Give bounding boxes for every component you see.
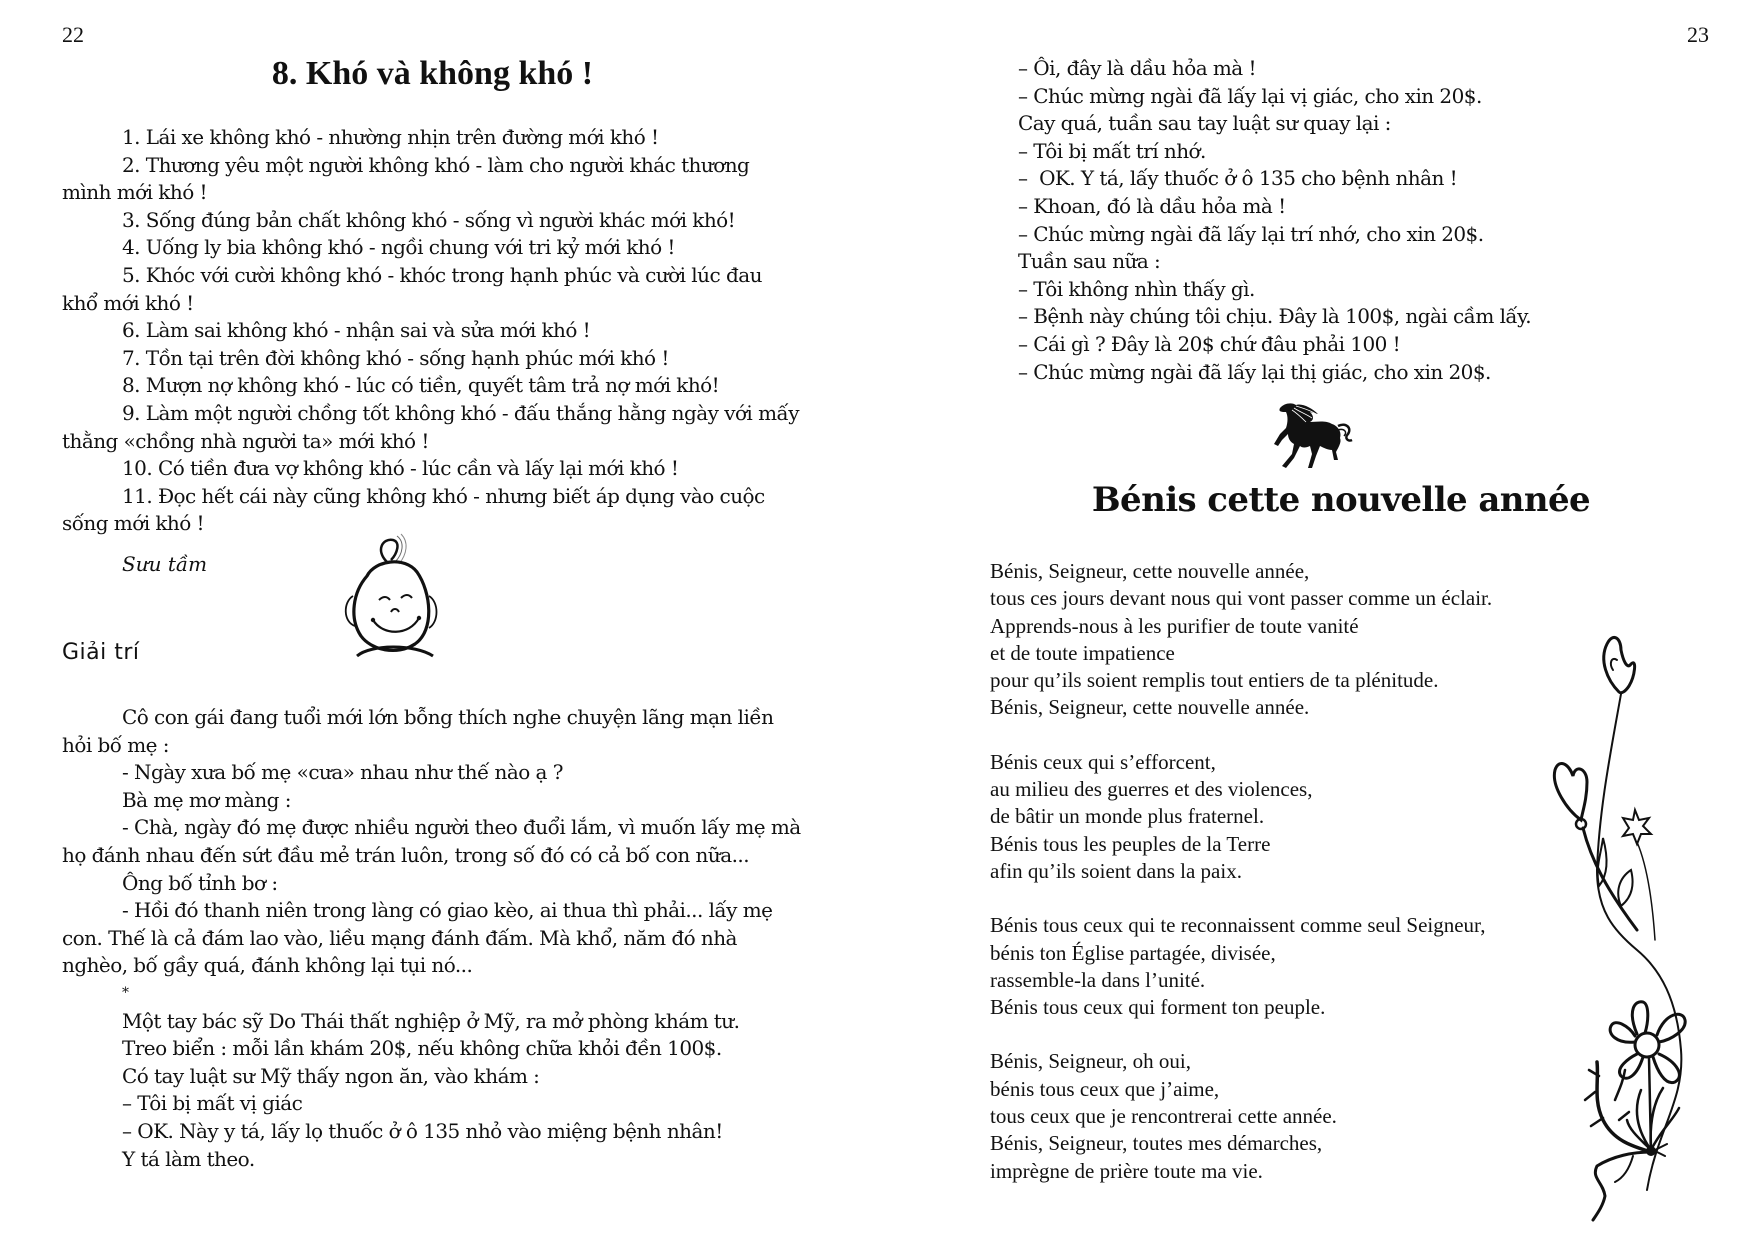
story-block — [62, 704, 803, 1173]
list-item: 3. Sống đúng bản chất không khó - sống vì người khác mới khó! — [122, 207, 736, 232]
page-number-left: 22 — [62, 22, 84, 47]
joke-line: – Tôi không nhìn thấy gì. — [1018, 276, 1255, 301]
list-item: 1. Lái xe không khó - nhường nhịn trên đường mới khó ! — [122, 125, 659, 149]
poem-line: pour qu’ils soient remplis tout entiers de ta plénitude. — [990, 668, 1439, 693]
joke-line: – Ôi, đây là dầu hỏa mà ! — [1018, 56, 1256, 80]
page-number-right: 23 — [1687, 22, 1709, 47]
joke-line: Treo biển : mỗi lần khám 20$, nếu không chữa khỏi đền 100$. — [122, 1036, 722, 1061]
poem-line: Bénis, Seigneur, toutes mes démarches, — [990, 1131, 1323, 1156]
joke-line: – Tôi bị mất vị giác — [122, 1091, 303, 1116]
joke-line: Có tay luật sư Mỹ thấy ngon ăn, vào khám : — [122, 1063, 540, 1088]
smiling-baby-face-icon — [335, 532, 450, 662]
joke-line: – OK. Này y tá, lấy lọ thuốc ở ô 135 nhỏ vào miệng bệnh nhân! — [122, 1118, 723, 1143]
joke-line: – Chúc mừng ngài đã lấy lại vị giác, cho xin 20$. — [1018, 83, 1482, 108]
separator: * — [122, 984, 129, 1001]
joke-line: Tuần sau nữa : — [1018, 249, 1161, 274]
right-page — [877, 0, 1754, 1241]
list-item: 9. Làm một người chồng tốt không khó - đấu thắng hằng ngày với mấy thằng «chồng nhà người ta» mới khó ! — [62, 400, 799, 453]
joke-line: – Khoan, đó là dầu hỏa mà ! — [1018, 193, 1286, 218]
stanza — [990, 912, 1610, 1021]
list-item: 6. Làm sai không khó - nhận sai và sửa mới khó ! — [122, 318, 591, 343]
story-paragraph: Ông bố tỉnh bơ : — [122, 870, 278, 895]
poem-line: et de toute impatience — [990, 640, 1175, 665]
joke-line: – OK. Y tá, lấy thuốc ở ô 135 cho bệnh nhân ! — [1018, 166, 1458, 191]
joke-line: – Chúc mừng ngài đã lấy lại trí nhớ, cho xin 20$. — [1018, 221, 1484, 246]
poem-line: Bénis tous ceux qui forment ton peuple. — [990, 995, 1326, 1020]
poem-line: au milieu des guerres et des violences, — [990, 777, 1313, 802]
poem-line: bénis tous ceux que j’aime, — [990, 1076, 1220, 1101]
list-item: 11. Đọc hết cái này cũng không khó - nhưng biết áp dụng vào cuộc sống mới khó ! — [62, 483, 765, 536]
list-block — [62, 124, 803, 538]
signature: Sưu tầm — [122, 552, 208, 576]
joke-line: – Tôi bị mất trí nhớ. — [1018, 138, 1206, 163]
story-paragraph: Cô con gái đang tuổi mới lớn bỗng thích nghe chuyện lãng mạn liền hỏi bố mẹ : — [62, 705, 774, 757]
list-item: 8. Mượn nợ không khó - lúc có tiền, quyết tâm trả nợ mới khó! — [122, 373, 720, 398]
poem-title: Bénis cette nouvelle année — [1091, 480, 1591, 520]
poem-line: tous ceux que je rencontrerai cette année. — [990, 1104, 1337, 1129]
story-paragraph: - Chà, ngày đó mẹ được nhiều người theo đuổi lắm, vì muốn lấy mẹ mà họ đánh nhau đến sứt đầu mẻ trán luôn, trong số đó có cả bố con nữa... — [62, 815, 801, 867]
joke-continued-block — [1018, 55, 1738, 386]
poem-line: Bénis tous ceux qui te reconnaissent comme seul Seigneur, — [990, 913, 1486, 938]
poem — [990, 558, 1610, 1212]
list-item: 10. Có tiền đưa vợ không khó - lúc cần và lấy lại mới khó ! — [122, 456, 679, 481]
poem-line: Bénis ceux qui s’efforcent, — [990, 749, 1216, 774]
poem-line: afin qu’ils soient dans la paix. — [990, 858, 1242, 883]
poem-line: Bénis tous les peuples de la Terre — [990, 831, 1271, 856]
list-item: 7. Tồn tại trên đời không khó - sống hạnh phúc mới khó ! — [122, 345, 669, 370]
poem-line: tous ces jours devant nous qui vont passer comme un éclair. — [990, 586, 1493, 611]
poem-line: Bénis, Seigneur, cette nouvelle année. — [990, 695, 1310, 720]
joke-line: Cay quá, tuần sau tay luật sư quay lại : — [1018, 111, 1391, 136]
list-item: 2. Thương yêu một người không khó - làm cho người khác thương mình mới khó ! — [62, 152, 750, 205]
article-title: 8. Khó và không khó ! — [271, 55, 594, 92]
poem-line: Apprends-nous à les purifier de toute vanité — [990, 613, 1359, 638]
list-item: 4. Uống ly bia không khó - ngồi chung với tri kỷ mới khó ! — [122, 235, 675, 260]
section-title: Giải trí — [62, 640, 140, 665]
poem-line: de bâtir un monde plus fraternel. — [990, 804, 1265, 829]
poem-line: Bénis, Seigneur, oh oui, — [990, 1049, 1191, 1074]
poem-line: bénis ton Église partagée, divisée, — [990, 940, 1276, 965]
joke-line: – Cái gì ? Đây là 20$ chứ đâu phải 100 ! — [1018, 331, 1401, 356]
joke-line: – Bệnh này chúng tôi chịu. Đây là 100$, ngài cầm lấy. — [1018, 304, 1532, 329]
list-item: 5. Khóc với cười không khó - khóc trong hạnh phúc và cười lúc đau khổ mới khó ! — [62, 262, 762, 315]
poem-line: rassemble-la dans l’unité. — [990, 967, 1206, 992]
joke-line: – Chúc mừng ngài đã lấy lại thị giác, cho xin 20$. — [1018, 359, 1491, 384]
story-paragraph: - Hồi đó thanh niên trong làng có giao kèo, ai thua thì phải... lấy mẹ con. Thế là cả đám lao vào, liều mạng đánh đấm. Mà khổ, năm đó nhà nghèo, bố gầy quá, đánh không lại tụi nó... — [62, 898, 773, 978]
story-paragraph: Bà mẹ mơ màng : — [122, 787, 291, 812]
horse-icon — [1272, 400, 1354, 470]
joke-line: Một tay bác sỹ Do Thái thất nghiệp ở Mỹ, ra mở phòng khám tư. — [122, 1008, 740, 1033]
stanza — [990, 749, 1610, 885]
joke-line: Y tá làm theo. — [122, 1146, 255, 1171]
stanza — [990, 1048, 1610, 1184]
poem-line: imprègne de prière toute ma vie. — [990, 1158, 1263, 1183]
flower-vine-icon — [1537, 630, 1717, 1230]
poem-line: Bénis, Seigneur, cette nouvelle année, — [990, 559, 1310, 583]
story-paragraph: - Ngày xưa bố mẹ «cưa» nhau như thế nào ạ ? — [122, 760, 563, 785]
stanza — [990, 558, 1610, 722]
